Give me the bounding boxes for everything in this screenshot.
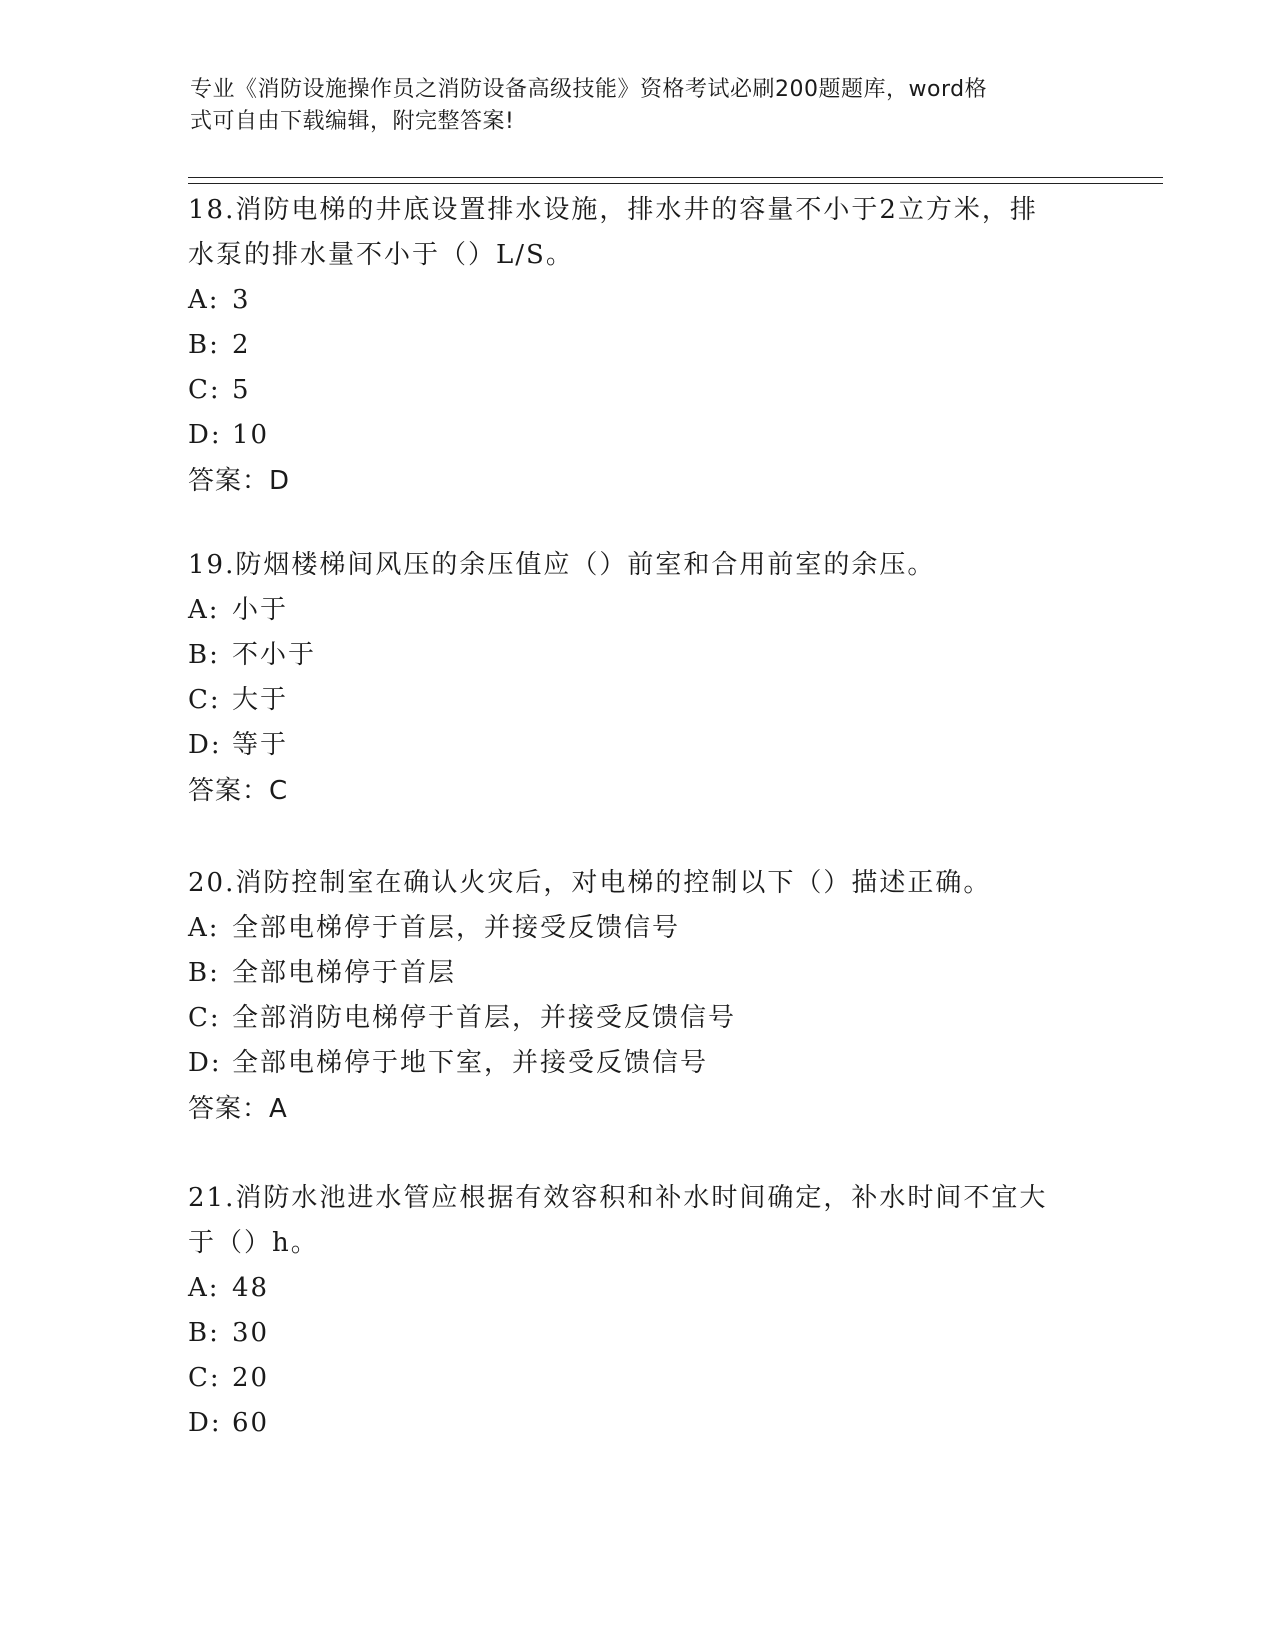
option-text: 48 [232,1273,270,1303]
option-c [188,996,1088,1041]
question-stem-line-1: 21.消防水池进水管应根据有效容积和补水时间确定，补水时间不宜大 [188,1183,1048,1213]
option-label: B: [188,330,220,360]
option-text: 全部电梯停于首层，并接受反馈信号 [232,913,681,943]
question-19 [188,543,1088,814]
option-label: D: [188,1408,222,1438]
option-label: A: [188,913,220,943]
question-18 [188,188,1088,504]
option-label: C: [188,1363,221,1393]
answer-line: 答案：C [188,776,289,806]
option-c [188,678,1088,723]
option-a [188,588,1088,633]
option-label: A: [188,595,220,625]
question-21 [188,1176,1088,1446]
option-label: C: [188,685,221,715]
question-stem-line-1: 19.防烟楼梯间风压的余压值应（）前室和合用前室的余压。 [188,550,936,580]
option-c [188,1356,1088,1401]
option-a [188,906,1088,951]
option-label: B: [188,958,220,988]
option-label: D: [188,1048,222,1078]
option-text: 大于 [232,685,289,715]
question-stem-line-2: 于（）h。 [188,1228,319,1258]
option-a [188,278,1088,323]
header-divider-bottom [188,183,1163,184]
question-20 [188,861,1088,1132]
option-label: C: [188,1003,221,1033]
option-d [188,413,1088,458]
option-label: B: [188,1318,220,1348]
option-label: D: [188,420,222,450]
option-text: 全部消防电梯停于首层，并接受反馈信号 [232,1003,737,1033]
option-c [188,368,1088,413]
option-text: 5 [232,375,251,405]
option-label: A: [188,285,220,315]
question-stem-line-1: 18.消防电梯的井底设置排水设施，排水井的容量不小于2立方米，排 [188,195,1038,225]
option-d [188,1041,1088,1086]
option-label: C: [188,375,221,405]
question-stem-line-1: 20.消防控制室在确认火灾后，对电梯的控制以下（）描述正确。 [188,868,992,898]
option-d [188,1401,1088,1446]
option-label: B: [188,640,220,670]
option-label: A: [188,1273,220,1303]
header-line-2: 式可自由下载编辑，附完整答案! [190,109,515,134]
option-b [188,1311,1088,1356]
option-text: 3 [232,285,251,315]
option-text: 不小于 [232,640,317,670]
option-a [188,1266,1088,1311]
option-text: 10 [232,420,270,450]
option-label: D: [188,730,222,760]
option-b [188,633,1088,678]
option-text: 2 [232,330,251,360]
option-d [188,723,1088,768]
option-text: 等于 [232,730,289,760]
answer-line: 答案：D [188,466,291,496]
header-divider-top [188,177,1163,178]
header-line-1: 专业《消防设施操作员之消防设备高级技能》资格考试必刷200题题库，word格 [190,77,988,102]
answer-line: 答案：A [188,1094,288,1124]
option-text: 全部电梯停于首层 [232,958,457,988]
option-text: 全部电梯停于地下室，并接受反馈信号 [232,1048,709,1078]
document-header [190,74,1090,138]
option-text: 小于 [232,595,289,625]
option-text: 20 [232,1363,270,1393]
option-text: 30 [232,1318,270,1348]
option-b [188,323,1088,368]
question-stem-line-2: 水泵的排水量不小于（）L/S。 [188,240,574,270]
option-b [188,951,1088,996]
option-text: 60 [232,1408,270,1438]
